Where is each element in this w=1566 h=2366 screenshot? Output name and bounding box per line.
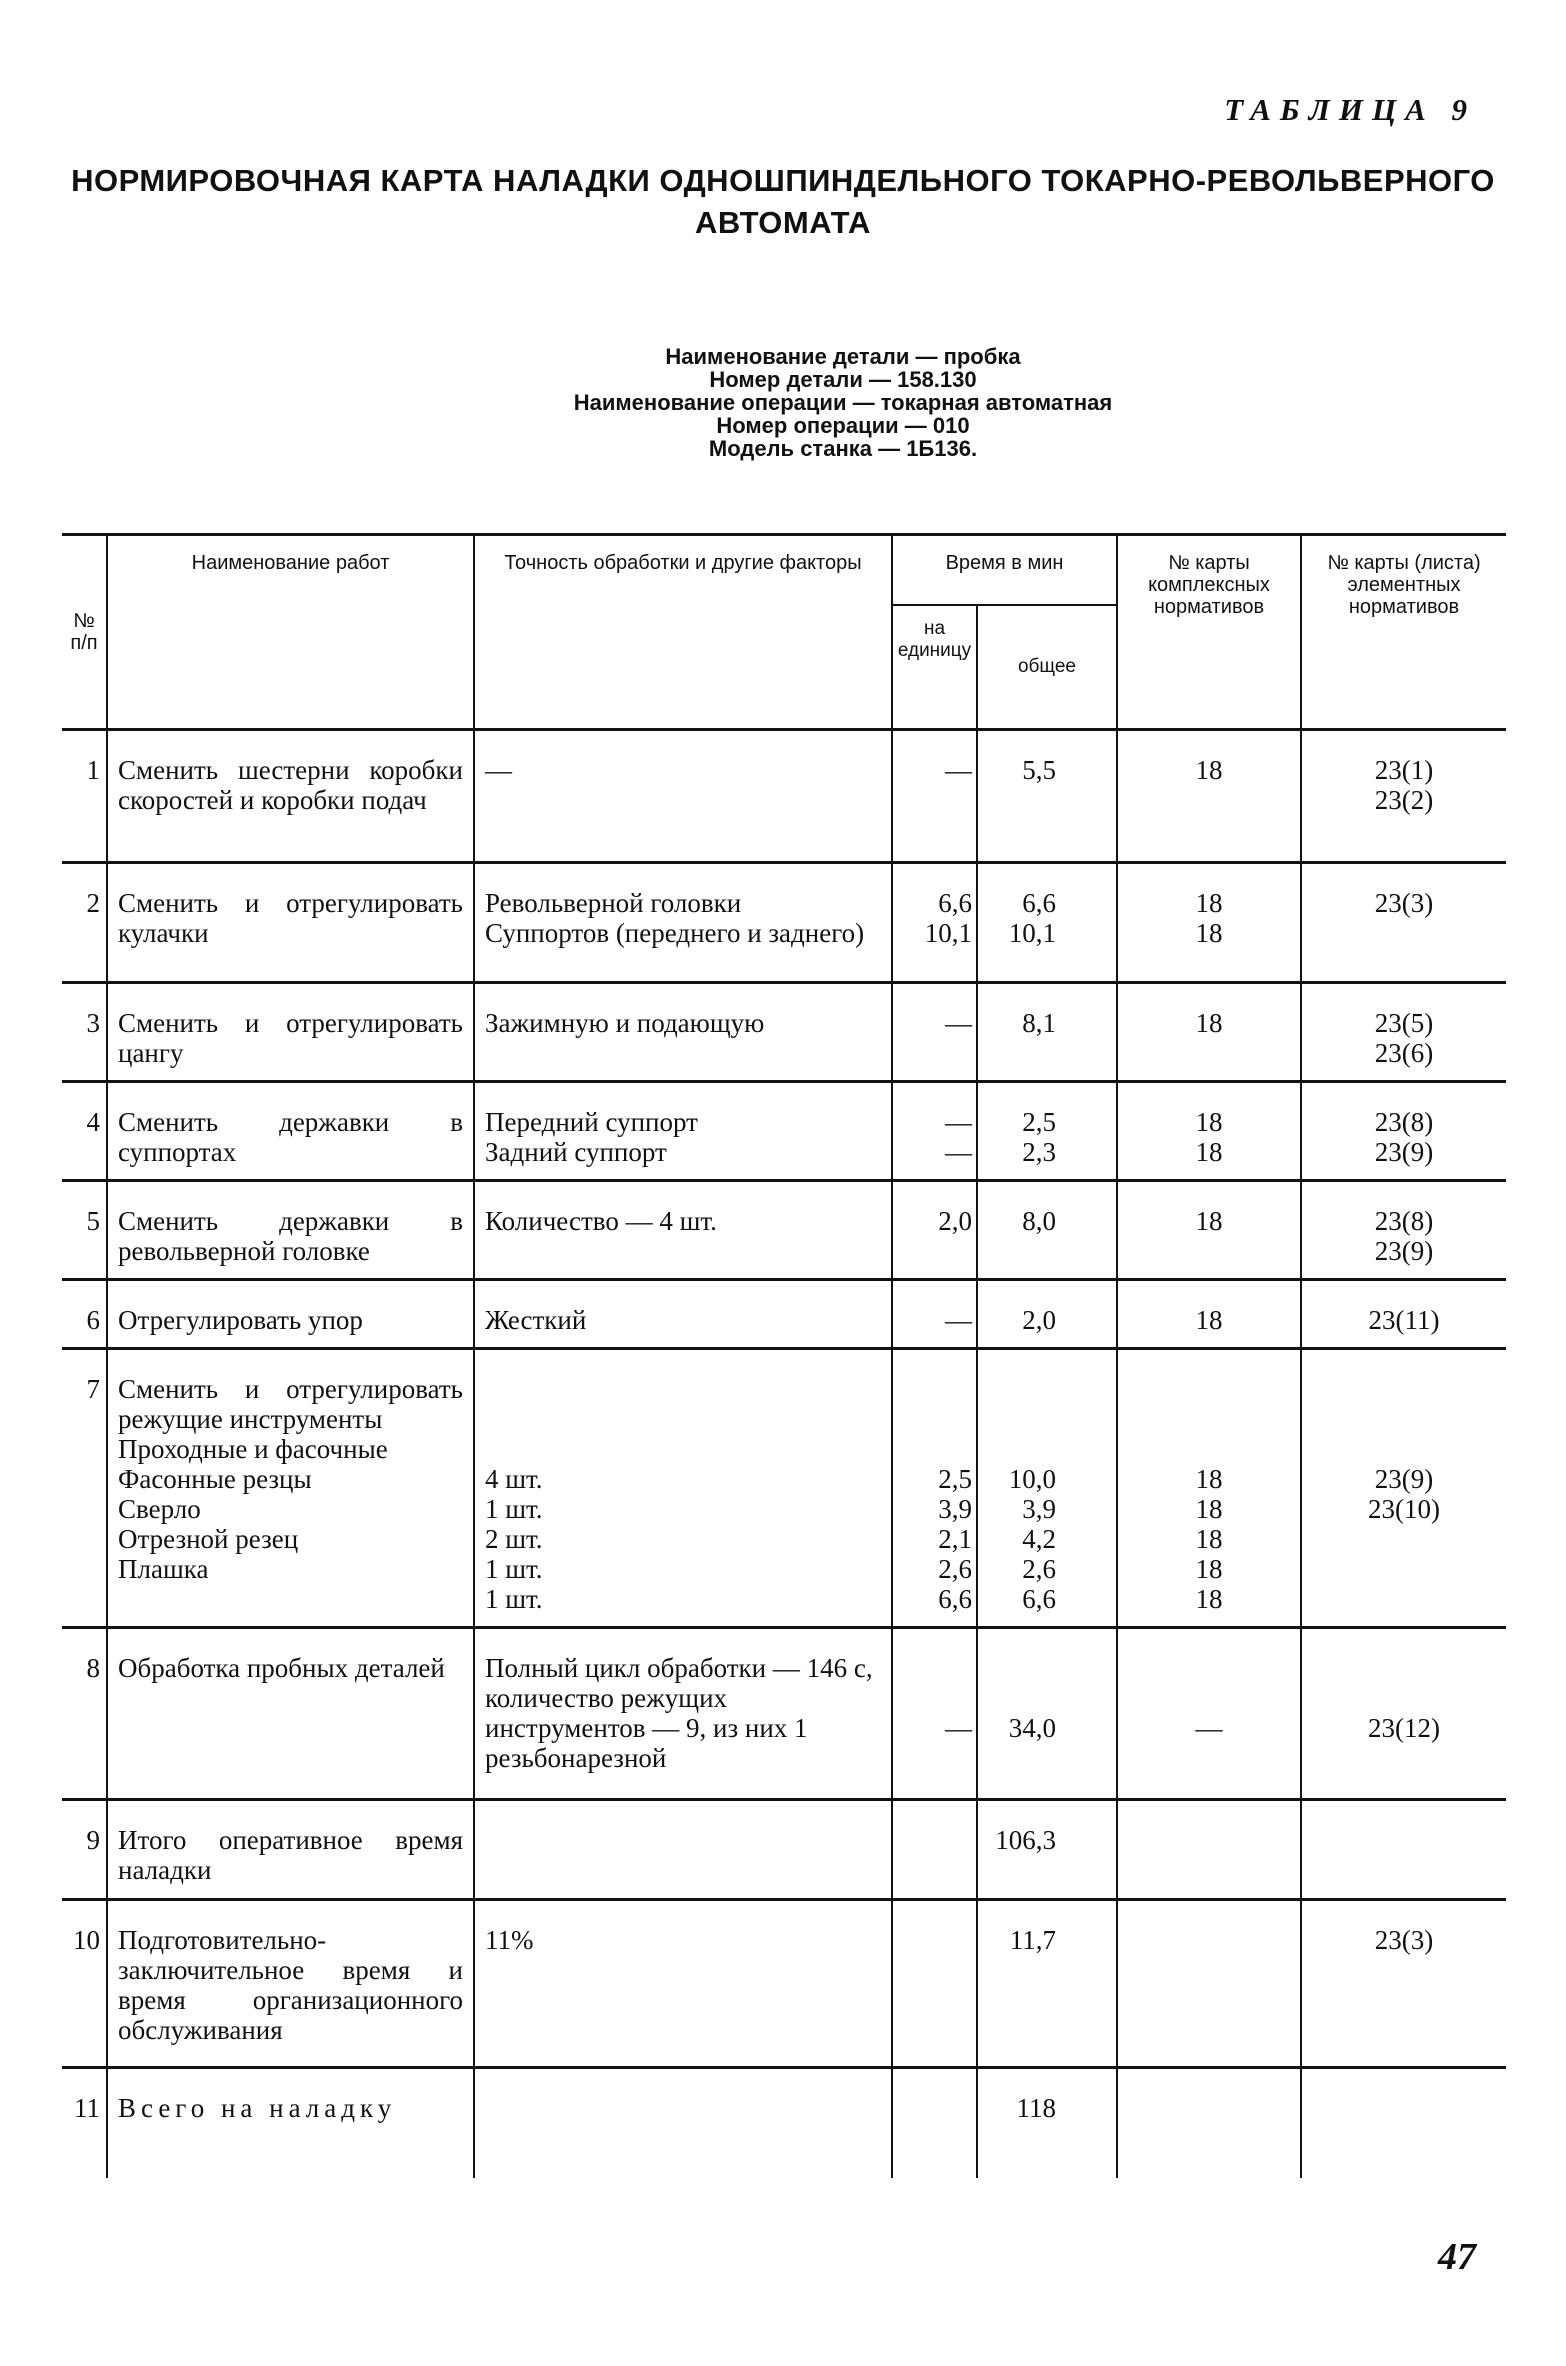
row-work: Всего на наладку [107,2068,474,2178]
table-row [62,1082,1506,1181]
row-number: 8 [62,1628,107,1800]
row-time-per-unit: 2,0 [892,1181,977,1280]
row-elementary-card [1301,2068,1506,2178]
row-factors: Зажимную и подающую [474,983,892,1082]
row-time-per-unit: 2,5 3,9 2,1 2,6 6,6 [892,1349,977,1628]
row-factors: Количество — 4 шт. [474,1181,892,1280]
row-number: 7 [62,1349,107,1628]
row-work: Обработка пробных деталей [107,1628,474,1800]
row-time-per-unit: — [892,1628,977,1800]
row-factors [474,1800,892,1900]
row-complex-card: 18 18 [1117,863,1301,983]
row-time-per-unit: 6,6 10,1 [892,863,977,983]
row-number: 11 [62,2068,107,2178]
row-time-per-unit: — [892,730,977,863]
row-complex-card [1117,2068,1301,2178]
row-complex-card [1117,1800,1301,1900]
row-complex-card: 18 18 [1117,1082,1301,1181]
title-line-2: АВТОМАТА [695,205,871,240]
table-row [62,1181,1506,1280]
part-number: Номер детали — 158.130 [709,367,977,392]
row-time-per-unit [892,1900,977,2068]
row-work: Сменить шестерни коробки скоростей и коробки подач [107,730,474,863]
norm-table [62,533,1506,2178]
table-row [62,1900,1506,2068]
row-number: 4 [62,1082,107,1181]
row-complex-card: 18 [1117,983,1301,1082]
row-time-per-unit [892,2068,977,2178]
row-complex-card: 18 [1117,1181,1301,1280]
row-elementary-card: 23(8) 23(9) [1301,1181,1506,1280]
row-complex-card: 18 18 18 18 18 [1117,1349,1301,1628]
row-factors: — [474,730,892,863]
row-time-per-unit: — [892,1280,977,1349]
table-row [62,1800,1506,1900]
page-number: 47 [1438,2236,1476,2278]
part-info [0,345,1566,460]
row-factors: Полный цикл обработки — 146 с, количество режущих инструментов — 9, из них 1 резьбонарезной [474,1628,892,1800]
header-elementary: № карты (листа) элементных нормативов [1301,535,1506,730]
row-time-per-unit [892,1800,977,1900]
row-work: Сменить державки в суппортах [107,1082,474,1181]
header-num: № п/п [62,535,107,730]
machine-model: Модель станка — 1Б136. [708,436,978,461]
table-body [62,730,1506,2178]
row-complex-card: — [1117,1628,1301,1800]
row-number: 5 [62,1181,107,1280]
row-factors [474,2068,892,2178]
row-elementary-card: 23(5) 23(6) [1301,983,1506,1082]
operation-name: Наименование операции — токарная автоматная [573,390,1113,415]
row-number: 3 [62,983,107,1082]
row-elementary-card: 23(8) 23(9) [1301,1082,1506,1181]
row-elementary-card: 23(11) [1301,1280,1506,1349]
row-factors: 4 шт. 1 шт. 2 шт. 1 шт. 1 шт. [474,1349,892,1628]
row-work: Сменить и отрегулировать кулачки [107,863,474,983]
row-factors: Передний суппорт Задний суппорт [474,1082,892,1181]
header-per-unit: на единицу [892,605,977,730]
row-number: 1 [62,730,107,863]
row-work: Подготовительно-заключительное время и время организационного обслуживания [107,1900,474,2068]
table-row [62,863,1506,983]
row-number: 9 [62,1800,107,1900]
row-time-total: 10,0 3,9 4,2 2,6 6,6 [977,1349,1117,1628]
row-work: Сменить державки в револьверной головке [107,1181,474,1280]
row-complex-card: 18 [1117,730,1301,863]
operation-number: Номер операции — 010 [716,413,970,438]
header-work: Наименование работ [107,535,474,730]
row-elementary-card: 23(3) [1301,1900,1506,2068]
table-row [62,1280,1506,1349]
table-row [62,983,1506,1082]
header-factors: Точность обработки и другие факторы [474,535,892,730]
row-time-per-unit: — — [892,1082,977,1181]
row-factors: Жесткий [474,1280,892,1349]
row-time-total: 11,7 [977,1900,1117,2068]
header-total: общее [977,605,1117,730]
row-time-total: 118 [977,2068,1117,2178]
row-time-total: 34,0 [977,1628,1117,1800]
row-number: 2 [62,863,107,983]
row-time-total: 2,0 [977,1280,1117,1349]
row-elementary-card [1301,1800,1506,1900]
row-work: Отрегулировать упор [107,1280,474,1349]
row-factors: Револьверной головки Суппортов (переднего и заднего) [474,863,892,983]
title-line-1: НОРМИРОВОЧНАЯ КАРТА НАЛАДКИ ОДНОШПИНДЕЛЬНОГО ТОКАРНО-РЕВОЛЬВЕРНОГО [71,163,1495,198]
row-work: Сменить и отрегулировать режущие инструменты Проходные и фасочные Фасонные резцы Сверло Отрезной резец Плашка [107,1349,474,1628]
page-title [40,160,1526,244]
header-complex: № карты комплексных нормативов [1117,535,1301,730]
row-factors: 11% [474,1900,892,2068]
row-time-total: 5,5 [977,730,1117,863]
row-complex-card [1117,1900,1301,2068]
table-label: ТАБЛИЦА 9 [1224,92,1476,127]
row-elementary-card: 23(1) 23(2) [1301,730,1506,863]
row-complex-card: 18 [1117,1280,1301,1349]
row-time-total: 106,3 [977,1800,1117,1900]
row-time-total: 8,0 [977,1181,1117,1280]
row-work: Сменить и отрегулировать цангу [107,983,474,1082]
row-time-total: 6,6 10,1 [977,863,1117,983]
row-elementary-card: 23(9) 23(10) [1301,1349,1506,1628]
row-number: 10 [62,1900,107,2068]
row-elementary-card: 23(3) [1301,863,1506,983]
row-number: 6 [62,1280,107,1349]
part-name: Наименование детали — пробка [665,344,1021,369]
row-time-total: 8,1 [977,983,1117,1082]
table-row [62,1628,1506,1800]
table-row [62,2068,1506,2178]
row-work: Итого оперативное время наладки [107,1800,474,1900]
table-row [62,730,1506,863]
header-time: Время в мин [892,535,1117,605]
row-time-per-unit: — [892,983,977,1082]
row-time-total: 2,5 2,3 [977,1082,1117,1181]
table-row [62,1349,1506,1628]
row-elementary-card: 23(12) [1301,1628,1506,1800]
